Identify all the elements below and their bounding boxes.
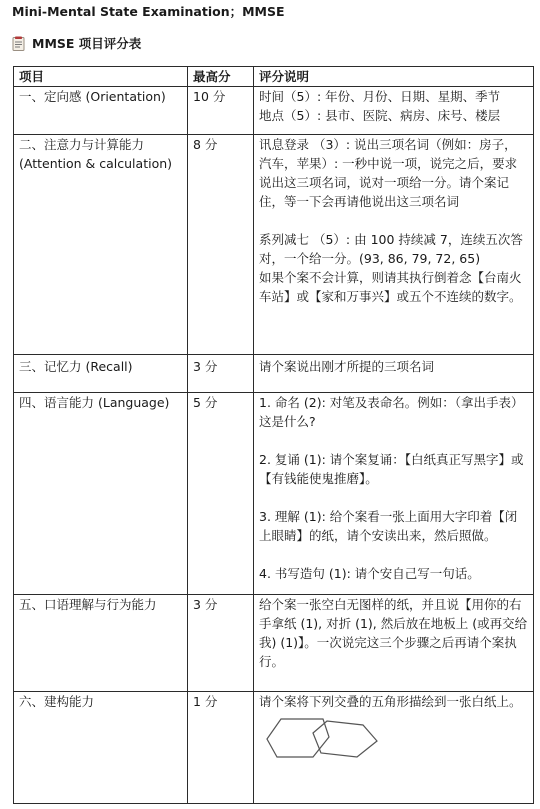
section-title: MMSE 项目评分表 — [32, 36, 142, 51]
desc-line: 时间（5）: 年份、月份、日期、星期、季节 — [259, 89, 501, 104]
table-row — [14, 595, 534, 692]
table-row — [14, 355, 534, 393]
row-item: 一、定向感 (Orientation) — [14, 87, 188, 135]
row-max-score: 3 分 — [188, 355, 254, 393]
table-row — [14, 87, 534, 135]
row-description — [254, 355, 534, 393]
row-item: 三、记忆力 (Recall) — [14, 355, 188, 393]
desc-paragraph: 2. 复诵 (1): 请个案复诵：【白纸真正写黑字】或【有钱能使鬼推磨】。 — [259, 452, 524, 486]
memo-icon — [12, 36, 25, 51]
desc-paragraph: 请个案将下列交叠的五角形描绘到一张白纸上。 — [259, 694, 522, 709]
row-description — [254, 87, 534, 135]
row-max-score: 10 分 — [188, 87, 254, 135]
row-item: 六、建构能力 — [14, 692, 188, 804]
desc-paragraph: 4. 书写造句 (1): 请个安自己写一句话。 — [259, 566, 480, 581]
table-row — [14, 135, 534, 355]
mmse-scoring-table — [13, 66, 534, 804]
header-scoring-notes: 评分说明 — [254, 67, 534, 87]
row-description — [254, 393, 534, 595]
row-item: 四、语言能力 (Language) — [14, 393, 188, 595]
header-item: 项目 — [14, 67, 188, 87]
desc-line: 地点（5）: 县市、医院、病房、床号、楼层 — [259, 108, 501, 123]
section-heading — [12, 33, 141, 53]
row-item: 五、口语理解与行为能力 — [14, 595, 188, 692]
table-row — [14, 393, 534, 595]
row-description — [254, 135, 534, 355]
row-item: 二、注意力与计算能力 (Attention & calculation) — [14, 135, 188, 355]
desc-paragraph: 系列减七 （5）: 由 100 持续减 7，连续五次答对，一个给一分。(93, 86, 79, 72, 65) — [259, 232, 523, 266]
intersecting-pentagons-figure — [265, 715, 385, 759]
desc-line: 请个案说出刚才所提的三项名词 — [259, 359, 435, 374]
table-row — [14, 692, 534, 804]
row-max-score: 8 分 — [188, 135, 254, 355]
row-description — [254, 692, 534, 804]
desc-paragraph: 3. 理解 (1): 给个案看一张上面用大字印着【闭上眼睛】的纸，请个安读出来，然后照做。 — [259, 509, 518, 543]
document-title: Mini-Mental State Examination；MMSE — [12, 4, 285, 19]
desc-paragraph: 1. 命名 (2): 对笔及表命名。例如：（拿出手表）这是什么? — [259, 395, 524, 429]
row-max-score: 3 分 — [188, 595, 254, 692]
table-header-row — [14, 67, 534, 87]
desc-paragraph: 给个案一张空白无图样的纸，并且说【用你的右手拿纸 (1), 对折 (1), 然后放在地板上 (或再交给我) (1)】。一次说完这三个步骤之后再请个案执行。 — [259, 597, 528, 669]
row-max-score: 5 分 — [188, 393, 254, 595]
row-max-score: 1 分 — [188, 692, 254, 804]
desc-paragraph: 讯息登录 （3）: 说出三项名词（例如：房子，汽车，苹果）: 一秒中说一项，说完之后，要求说出这三项名词，说对一项给一分。请个案记住，等一下会再请他说出这三项名词 — [259, 137, 518, 209]
row-description — [254, 595, 534, 692]
desc-paragraph: 如果个案不会计算，则请其执行倒着念【台南火车站】或【家和万事兴】或五个不连续的数字。 — [259, 270, 522, 304]
header-max-score: 最高分 — [188, 67, 254, 87]
